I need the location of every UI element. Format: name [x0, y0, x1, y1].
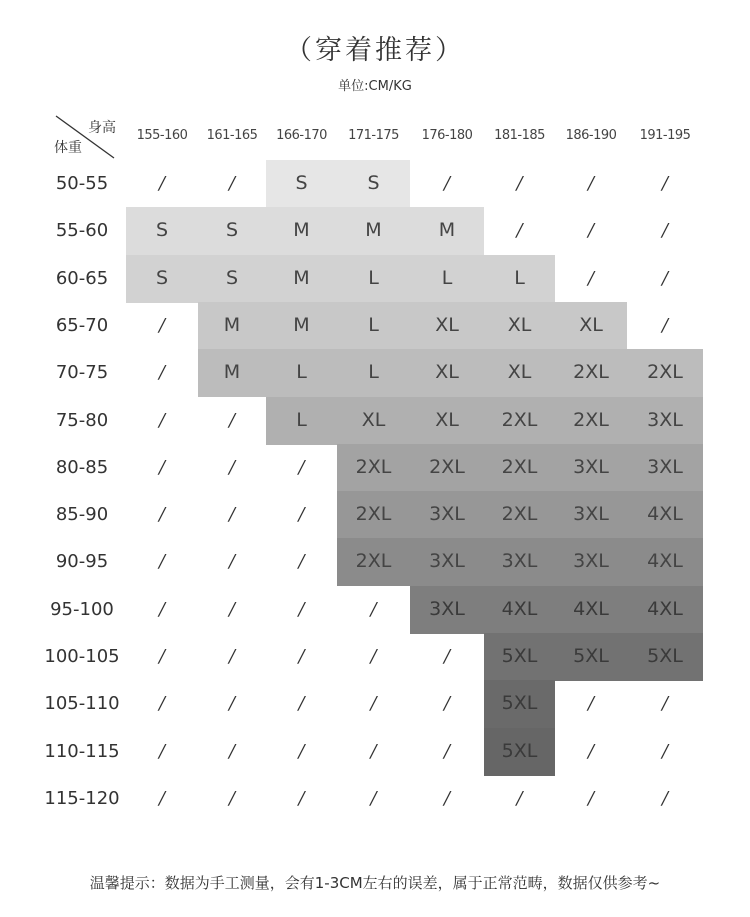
size-cell: XL: [410, 349, 484, 397]
size-cell: L: [337, 255, 410, 303]
size-cell: XL: [410, 302, 484, 350]
size-cell-na: /: [298, 646, 305, 667]
size-cell: 3XL: [410, 491, 484, 539]
size-cell: 3XL: [627, 444, 703, 492]
size-cell-na: /: [587, 267, 595, 289]
size-cell: XL: [484, 302, 555, 350]
size-cell-na: /: [158, 787, 166, 809]
size-cell: 3XL: [555, 444, 627, 492]
size-cell-na: /: [298, 551, 305, 573]
size-cell: 2XL: [484, 491, 555, 539]
size-cell-na: /: [298, 740, 305, 762]
size-cell: 5XL: [555, 633, 627, 681]
height-axis-label: 身高: [88, 120, 116, 136]
size-cell-na: /: [228, 693, 236, 715]
size-cell-na: /: [158, 740, 166, 762]
size-cell: 3XL: [484, 538, 555, 586]
size-cell-na: /: [443, 646, 451, 667]
size-cell: 3XL: [410, 586, 484, 634]
size-cell-na: /: [298, 693, 305, 715]
size-cell: L: [410, 255, 484, 303]
row-header-weight: 110-115: [44, 740, 120, 762]
size-cell-na: /: [587, 693, 595, 715]
size-cell: 5XL: [484, 633, 555, 681]
size-cell: M: [198, 302, 266, 350]
size-cell-na: /: [228, 409, 236, 431]
size-cell-na: /: [158, 598, 166, 620]
size-cell-na: /: [158, 456, 166, 478]
size-cell: 3XL: [555, 538, 627, 586]
size-cell: XL: [555, 302, 627, 350]
row-header-weight: 75-80: [55, 409, 109, 431]
row-header-weight: 105-110: [44, 693, 120, 715]
size-cell: 5XL: [484, 680, 555, 728]
size-cell: 2XL: [627, 349, 703, 397]
size-cell: 4XL: [627, 538, 703, 586]
row-header-weight: 65-70: [55, 314, 109, 336]
size-cell: M: [266, 207, 337, 255]
column-header-height: 166-170: [276, 128, 327, 143]
size-cell: L: [337, 302, 410, 350]
size-cell-na: /: [661, 267, 669, 289]
size-cell: 3XL: [555, 491, 627, 539]
size-cell-na: /: [228, 456, 236, 478]
size-cell: 4XL: [484, 586, 555, 634]
size-cell: 2XL: [555, 349, 627, 397]
size-cell-na: /: [228, 504, 236, 526]
size-cell-na: /: [661, 173, 669, 194]
size-cell-na: /: [661, 740, 669, 762]
size-cell: 4XL: [627, 491, 703, 539]
row-header-weight: 60-65: [55, 267, 109, 289]
size-cell-na: /: [370, 598, 377, 620]
size-cell-na: /: [228, 646, 236, 667]
footer-note: 温馨提示：数据为手工测量，会有1-3CM左右的误差，属于正常范畴，数据仅供参考~: [89, 874, 661, 892]
size-cell-na: /: [370, 787, 377, 809]
size-cell-na: /: [370, 740, 377, 762]
column-header-height: 191-195: [639, 128, 691, 143]
column-header-height: 186-190: [565, 128, 617, 143]
size-cell: L: [484, 255, 555, 303]
size-cell-na: /: [298, 787, 305, 809]
column-header-height: 171-175: [348, 128, 399, 143]
size-cell-na: /: [228, 740, 236, 762]
size-cell: S: [126, 207, 198, 255]
size-cell: 5XL: [627, 633, 703, 681]
size-cell-na: /: [661, 314, 669, 336]
size-cell: M: [198, 349, 266, 397]
size-cell: 4XL: [555, 586, 627, 634]
column-header-height: 161-165: [206, 128, 258, 143]
size-cell: L: [337, 349, 410, 397]
size-cell: S: [198, 255, 266, 303]
size-cell-na: /: [661, 693, 669, 715]
size-cell: L: [266, 349, 337, 397]
chart-title: （穿着推荐）: [285, 35, 465, 66]
size-cell-na: /: [158, 504, 166, 526]
size-cell-na: /: [158, 409, 166, 431]
size-cell: 2XL: [337, 538, 410, 586]
size-cell-na: /: [298, 456, 305, 478]
row-header-weight: 85-90: [55, 504, 109, 526]
size-cell-na: /: [443, 740, 451, 762]
size-cell-na: /: [228, 173, 236, 194]
unit-label: 单位:CM/KG: [338, 79, 412, 94]
column-header-height: 176-180: [421, 128, 473, 143]
row-header-weight: 115-120: [44, 787, 120, 809]
size-cell-na: /: [298, 504, 305, 526]
size-cell-na: /: [158, 646, 166, 667]
size-cell: M: [410, 207, 484, 255]
size-cell: M: [266, 302, 337, 350]
size-cell: S: [337, 160, 410, 208]
size-cell: 2XL: [410, 444, 484, 492]
size-cell-na: /: [587, 787, 595, 809]
size-cell-na: /: [158, 173, 166, 194]
size-cell: L: [266, 397, 337, 445]
column-header-height: 181-185: [494, 128, 545, 143]
size-cell-na: /: [228, 787, 236, 809]
size-cell-na: /: [158, 314, 166, 336]
size-cell: 2XL: [484, 397, 555, 445]
size-cell: 5XL: [484, 728, 555, 776]
size-cell-na: /: [158, 693, 166, 715]
size-cell: S: [198, 207, 266, 255]
size-cell-na: /: [228, 598, 236, 620]
size-cell: XL: [337, 397, 410, 445]
size-cell-na: /: [661, 220, 669, 242]
size-cell-na: /: [158, 362, 166, 384]
size-cell: 3XL: [627, 397, 703, 445]
size-cell: S: [126, 255, 198, 303]
size-cell: M: [266, 255, 337, 303]
table-corner-header: [52, 114, 118, 160]
size-cell: 2XL: [337, 491, 410, 539]
size-cell-na: /: [516, 173, 523, 194]
size-cell: 2XL: [337, 444, 410, 492]
size-cell-na: /: [158, 551, 166, 573]
size-cell-na: /: [443, 693, 451, 715]
size-cell-na: /: [370, 646, 377, 667]
size-cell: S: [266, 160, 337, 208]
size-cell-na: /: [443, 173, 451, 194]
size-cell: 2XL: [484, 444, 555, 492]
row-header-weight: 90-95: [55, 551, 109, 573]
size-cell: M: [337, 207, 410, 255]
size-cell-na: /: [516, 220, 523, 242]
row-header-weight: 95-100: [50, 598, 114, 620]
size-cell: XL: [484, 349, 555, 397]
size-cell: 2XL: [555, 397, 627, 445]
size-cell-na: /: [370, 693, 377, 715]
size-cell-na: /: [587, 220, 595, 242]
size-cell: 3XL: [410, 538, 484, 586]
row-header-weight: 55-60: [55, 220, 109, 242]
size-cell-na: /: [587, 173, 595, 194]
row-header-weight: 80-85: [55, 456, 109, 478]
size-cell-na: /: [228, 551, 236, 573]
row-header-weight: 70-75: [55, 362, 109, 384]
size-cell-na: /: [587, 740, 595, 762]
size-cell: 4XL: [627, 586, 703, 634]
column-header-height: 155-160: [136, 128, 188, 143]
row-header-weight: 50-55: [55, 173, 109, 194]
row-header-weight: 100-105: [44, 646, 120, 667]
size-cell-na: /: [516, 787, 523, 809]
size-cell-na: /: [443, 787, 451, 809]
weight-axis-label: 体重: [54, 140, 82, 156]
size-cell: XL: [410, 397, 484, 445]
size-cell-na: /: [298, 598, 305, 620]
size-cell-na: /: [661, 787, 669, 809]
